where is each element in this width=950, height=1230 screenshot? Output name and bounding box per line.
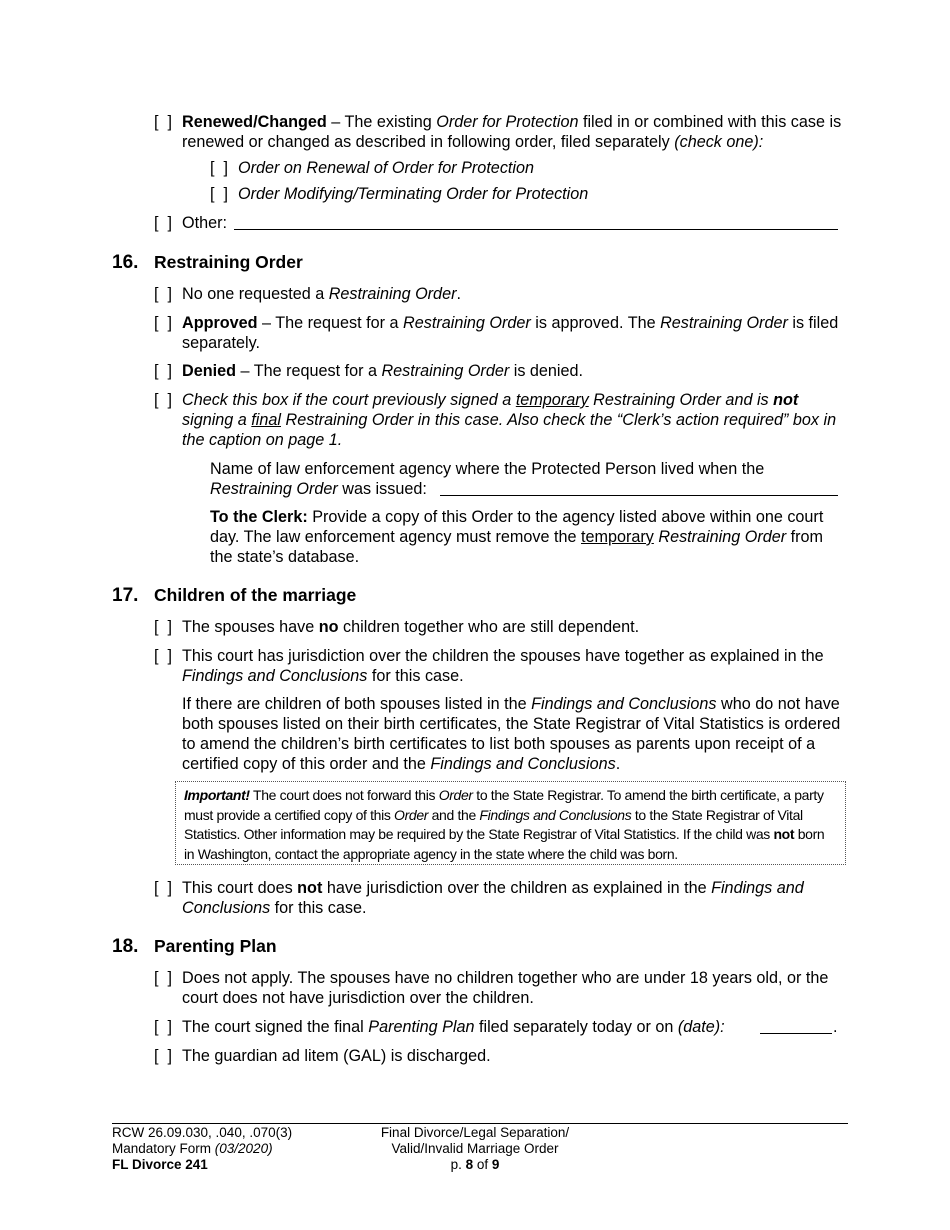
checkbox-temporary-ro[interactable]: [ ]: [154, 391, 172, 409]
checkbox-renewal-order[interactable]: [ ]: [210, 159, 228, 177]
temporary-ro-text: Check this box if the court previously signed a temporary Restraining Order and is not signing a final Restraining Order in this case. Also check the “Clerk’s action required” box in the caption on page 1.: [182, 391, 837, 449]
birth-certificate-paragraph: If there are children of both spouses listed in the Findings and Conclusions who do not have both spouses listed on their birth certificates, the State Registrar of Vital Statistics is ordered to amend the children’s birth certificates to list both spouses as parents upon receipt of a certified copy of this order and the Findings and Conclusions.: [182, 695, 841, 773]
no-children-text: The spouses have no children together who are still dependent.: [182, 618, 640, 636]
section-17-heading: 17. Children of the marriage: [112, 585, 357, 606]
checkbox-does-not-apply[interactable]: [ ]: [154, 969, 172, 987]
checkbox-has-jurisdiction[interactable]: [ ]: [154, 647, 172, 665]
has-jurisdiction-text: This court has jurisdiction over the children the spouses have together as explained in the Findings and Conclusions for this case.: [182, 647, 824, 685]
checkbox-modifying-order[interactable]: [ ]: [210, 185, 228, 203]
renewed-label: Renewed/Changed: [182, 113, 327, 131]
no-request-text: No one requested a Restraining Order.: [182, 285, 461, 303]
important-notice-box: Important! The court does not forward this Order to the State Registrar. To amend the birth certificate, a party must provide a certified copy of this Order and the Findings and Conclusions to the State Registrar of Vital Statistics. Other information may be required by the State Registrar of Vital Statistics. If the child was not born in Washington, contact the appropriate agency in the state where the child was born.: [175, 781, 846, 865]
renewed-changed-text: Renewed/Changed – The existing Order for Protection filed in or combined with this case is renewed or changed as described in following order, filed separately (check one):: [182, 113, 842, 151]
gal-discharged-text: The guardian ad litem (GAL) is discharged.: [182, 1047, 491, 1065]
footer-form-id: FL Divorce 241: [112, 1157, 208, 1172]
to-the-clerk-note: To the Clerk: Provide a copy of this Order to the agency listed above within one court day. The law enforcement agency must remove the temporary Restraining Order from the state’s database.: [210, 508, 824, 566]
checkbox-no-jurisdiction[interactable]: [ ]: [154, 879, 172, 897]
checkbox-renewed[interactable]: [ ]: [154, 113, 172, 131]
other-input-line[interactable]: [234, 229, 838, 230]
footer-title-line1: Final Divorce/Legal Separation/: [380, 1125, 570, 1140]
modifying-order-label: Order Modifying/Terminating Order for Protection: [238, 185, 589, 203]
checkbox-denied[interactable]: [ ]: [154, 362, 172, 380]
footer-divider: [112, 1123, 848, 1124]
date-input-line[interactable]: [760, 1033, 832, 1034]
footer-left: [112, 1125, 292, 1173]
section-18-heading: 18. Parenting Plan: [112, 936, 277, 957]
approved-text: Approved – The request for a Restraining Order is approved. The Restraining Order is filed separately.: [182, 314, 839, 352]
date-period: .: [833, 1018, 838, 1036]
checkbox-approved[interactable]: [ ]: [154, 314, 172, 332]
renewal-order-label: Order on Renewal of Order for Protection: [238, 159, 535, 177]
checkbox-no-children[interactable]: [ ]: [154, 618, 172, 636]
footer-title-line2: Valid/Invalid Marriage Order: [391, 1141, 559, 1156]
does-not-apply-text: Does not apply. The spouses have no children together who are under 18 years old, or the court does not have jurisdiction over the children.: [182, 969, 829, 1007]
agency-input-line[interactable]: [440, 495, 838, 496]
footer-page-number: p. 8 of 9: [450, 1157, 500, 1172]
checkbox-no-request[interactable]: [ ]: [154, 285, 172, 303]
agency-name-field: Name of law enforcement agency where the Protected Person lived when the Restraining Order was issued:: [210, 460, 765, 498]
footer-rcw: RCW 26.09.030, .040, .070(3): [112, 1125, 293, 1140]
checkbox-gal-discharged[interactable]: [ ]: [154, 1047, 172, 1065]
other-label: Other:: [182, 214, 227, 232]
denied-text: Denied – The request for a Restraining Order is denied.: [182, 362, 584, 380]
section-16-heading: 16. Restraining Order: [112, 252, 303, 273]
checkbox-parenting-plan-signed[interactable]: [ ]: [154, 1018, 172, 1036]
checkbox-other[interactable]: [ ]: [154, 214, 172, 232]
footer-center: [350, 1125, 600, 1173]
footer-mandatory-form: Mandatory Form (03/2020): [112, 1141, 273, 1156]
no-jurisdiction-text: This court does not have jurisdiction over the children as explained in the Findings and Conclusions for this case.: [182, 879, 804, 917]
parenting-plan-signed-text: The court signed the final Parenting Plan filed separately today or on (date):: [182, 1018, 725, 1036]
